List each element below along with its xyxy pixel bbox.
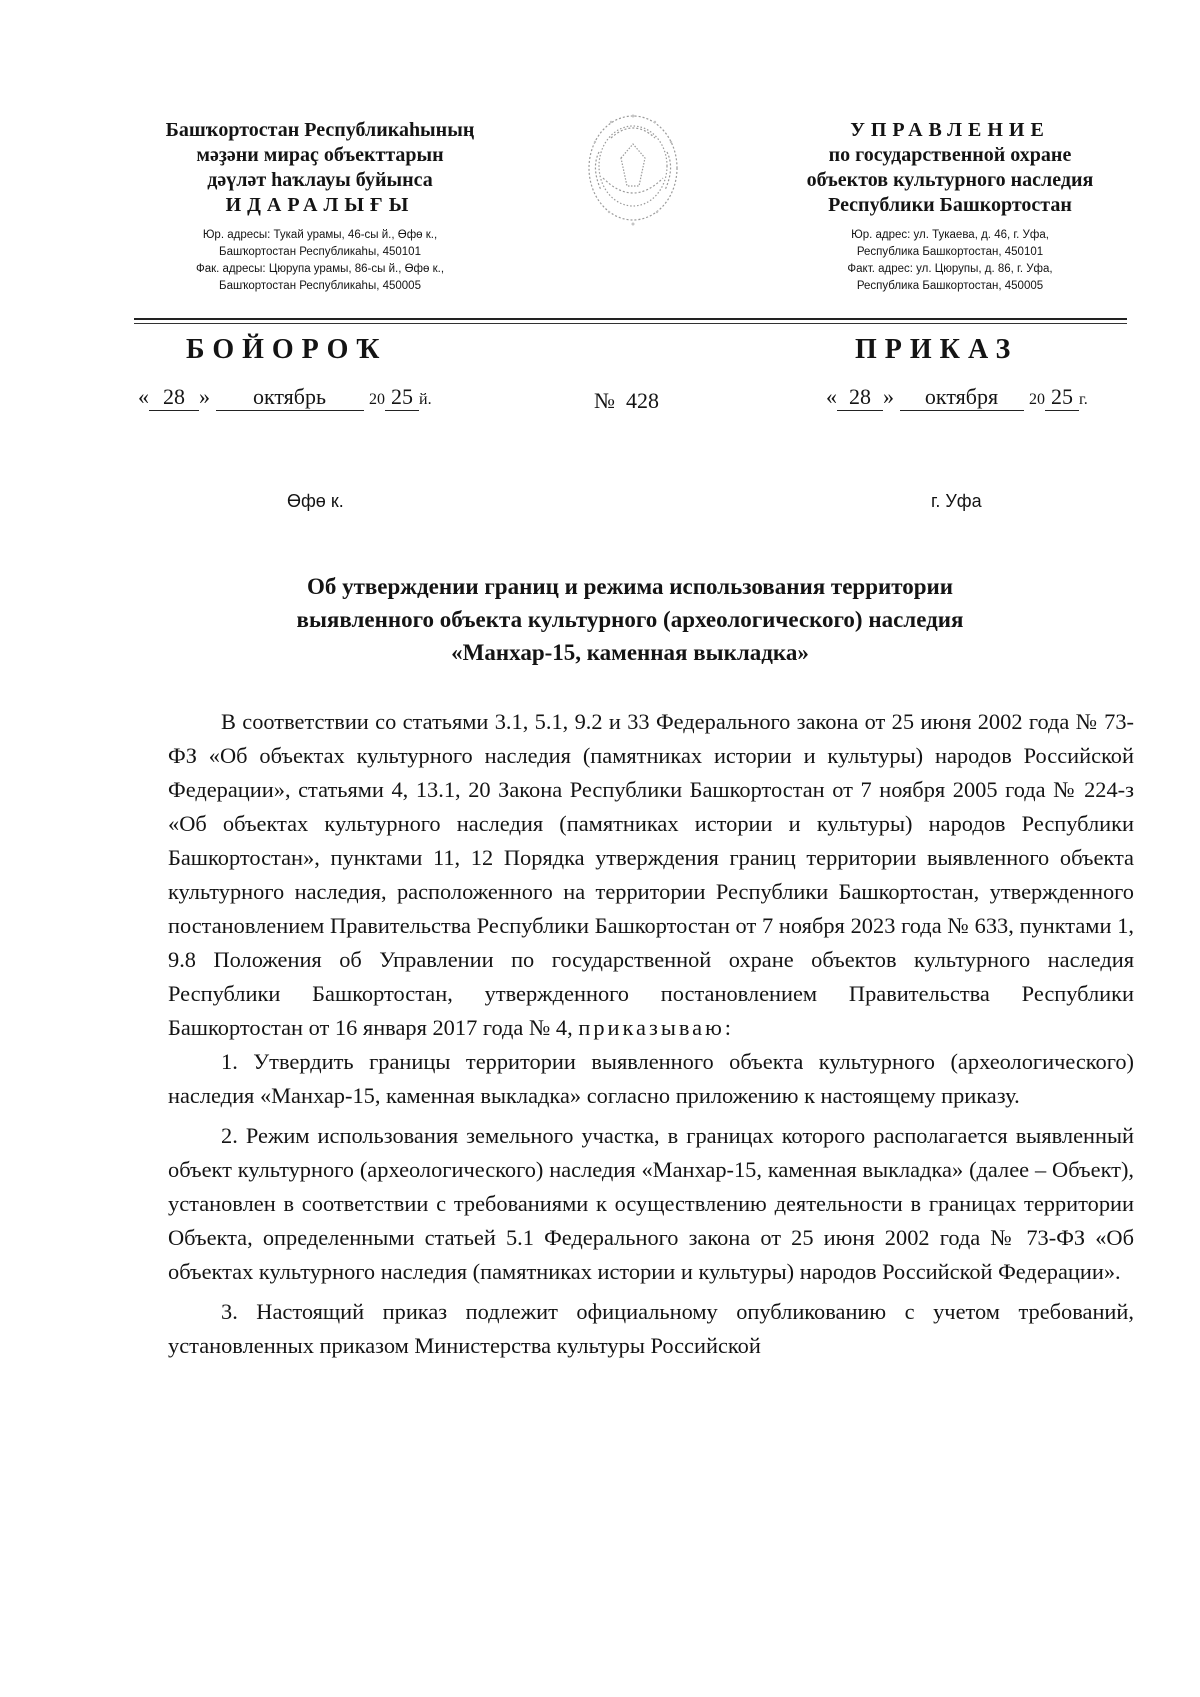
title-line: Об утверждении границ и режима использования территории	[306, 574, 954, 599]
org-name-line: Республики Башкортостан	[828, 194, 1072, 216]
date-russian	[826, 384, 1088, 411]
address-block	[120, 227, 520, 294]
org-name-line: мәҙәни мираҫ объекттарын	[196, 144, 444, 166]
address-line: Юр. адресы: Тукай урамы, 46-сы й., Өфө к.,	[202, 229, 438, 241]
header-divider	[134, 318, 1127, 320]
number-sign: №	[594, 388, 615, 413]
republic-emblem-icon	[581, 108, 685, 232]
date-suffix: й.	[419, 391, 432, 408]
org-name-line: дәүләт һаҡлауы буйынса	[207, 169, 433, 191]
order-number	[594, 388, 659, 414]
org-name-line: Башҡортостан Республикаһының	[165, 119, 475, 141]
paragraph-preamble	[168, 705, 1134, 1045]
address-line: Юр. адрес: ул. Тукаева, д. 46, г. Уфа,	[851, 229, 1049, 241]
paragraph-item-1: 1. Утвердить границы территории выявленного объекта культурного (археологического) наследия «Манхар-15, каменная выкладка» согласно приложению к настоящему приказу.	[168, 1049, 1134, 1108]
document-title	[160, 570, 1100, 669]
paragraph-item-2: 2. Режим использования земельного участка, в границах которого располагается выявленный объект культурного (археологического) наследия «Манхар-15, каменная выкладка» (далее – Объект), установлен в соответствии с требованиями к осуществлению деятельности в границах территории Объекта, определенными статьей 5.1 Федерального закона от 25 июня 2002 года № 73-ФЗ «Об объектах культурного наследия (памятниках истории и культуры) народов Российской Федерации».	[168, 1123, 1134, 1284]
date-year-prefix: 20	[369, 391, 385, 408]
address-line: Башҡортостан Республикаһы, 450005	[219, 280, 421, 292]
org-name-line: по государственной охране	[828, 144, 1072, 166]
document-body	[168, 705, 1134, 1363]
letterhead-left	[120, 118, 520, 294]
address-line: Башҡортостан Республикаһы, 450101	[219, 246, 421, 258]
address-block	[770, 227, 1130, 294]
address-line: Фак. адресы: Цюрупа урамы, 86-сы й., Өфө к.,	[195, 263, 445, 275]
date-month: октябрь	[216, 384, 364, 411]
date-suffix: г.	[1079, 391, 1088, 408]
order-word: приказываю:	[578, 1015, 735, 1040]
header-divider	[134, 323, 1127, 324]
address-line: Республика Башкортостан, 450005	[856, 280, 1044, 292]
number-value: 428	[626, 388, 659, 413]
quote-close: »	[883, 384, 894, 409]
place-russian: г. Уфа	[931, 491, 982, 511]
doc-type-russian: ПРИКАЗ	[855, 334, 1019, 365]
quote-open: «	[826, 384, 837, 409]
date-year-suffix: 25	[385, 384, 419, 411]
date-month: октября	[900, 384, 1024, 411]
date-day: 28	[149, 384, 199, 411]
title-line: «Манхар-15, каменная выкладка»	[451, 640, 809, 665]
preamble-text: В соответствии со статьями 3.1, 5.1, 9.2 и 33 Федерального закона от 25 июня 2002 года № 73-ФЗ «Об объектах культурного наследия (памятниках истории и культуры) народов Российской Федерации», статьями 4, 13.1, 20 Закона Республики Башкортостан от 7 ноября 2005 года № 224-з «Об объектах культурного наследия (памятниках истории и культуры) народов Республики Башкортостан», пунктами 11, 12 Порядка утверждения границ территории выявленного объекта культурного наследия, расположенного на территории Республики Башкортостан, утвержденного постановлением Правительства Республики Башкортостан от 7 ноября 2023 года № 633, пунктами 1, 9.8 Положения об Управлении по государственной охране объектов культурного наследия Республики Башкортостан, утвержденного постановлением Правительства Республики Башкортостан от 16 января 2017 года № 4,	[168, 709, 1134, 1040]
paragraph-item-3: 3. Настоящий приказ подлежит официальному опубликованию с учетом требований, установленных приказом Министерства культуры Российской	[168, 1299, 1134, 1358]
org-name-caps: ИДАРАЛЫҒЫ	[225, 194, 415, 216]
quote-open: «	[138, 384, 149, 409]
address-line: Республика Башкортостан, 450101	[856, 246, 1044, 258]
place-bashkir: Өфө к.	[287, 491, 344, 511]
quote-close: »	[199, 384, 210, 409]
date-year-suffix: 25	[1045, 384, 1079, 411]
org-name-caps: УПРАВЛЕНИЕ	[850, 119, 1050, 141]
date-day: 28	[837, 384, 883, 411]
address-line: Факт. адрес: ул. Цюрупы, д. 86, г. Уфа,	[847, 263, 1053, 275]
date-year-prefix: 20	[1029, 391, 1045, 408]
doc-type-bashkir: БОЙОРОҠ	[186, 334, 388, 365]
date-bashkir	[138, 384, 432, 411]
org-name-line: объектов культурного наследия	[806, 169, 1094, 191]
title-line: выявленного объекта культурного (археологического) наследия	[296, 607, 964, 632]
letterhead-right	[770, 118, 1130, 294]
